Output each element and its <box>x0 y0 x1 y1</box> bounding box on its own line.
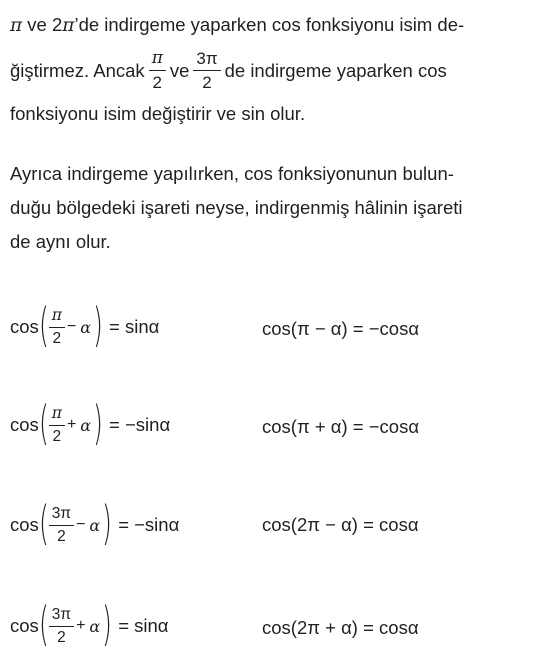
formula-right-4: cos(2π + α) = cosα <box>262 617 419 638</box>
fraction-3pi-over-2 <box>193 50 220 91</box>
text-fragment: ve <box>169 59 190 81</box>
paragraph1-line1 <box>10 14 464 36</box>
formula-left-3 <box>10 496 180 550</box>
paragraph2-line3: de aynı olur. <box>10 231 111 252</box>
alpha-symbol: α <box>80 317 92 337</box>
close-paren: ) <box>93 396 104 450</box>
result: = −sinα <box>118 514 180 535</box>
text-fragment: ğiştirmez. Ancak <box>10 59 145 81</box>
function-name: cos <box>10 414 39 435</box>
function-name: cos <box>10 514 39 535</box>
operator: + <box>66 416 77 433</box>
paragraph1-line2 <box>10 50 447 91</box>
fraction <box>49 506 74 544</box>
open-paren: ( <box>38 597 49 651</box>
paragraph2-line2: duğu bölgedeki işareti neyse, indirgenmiş hâlinin işareti <box>10 197 463 218</box>
fraction <box>49 607 74 645</box>
pi-symbol: π <box>62 15 75 36</box>
close-paren: ) <box>93 298 104 352</box>
formula-left-4 <box>10 597 169 651</box>
formula-left-1 <box>10 298 160 352</box>
paragraph2-line1: Ayrıca indirgeme yapılırken, cos fonksiyonunun bulun- <box>10 163 454 184</box>
formula-right-3: cos(2π − α) = cosα <box>262 514 419 535</box>
fraction-numerator: 3π <box>193 50 220 71</box>
fraction-numerator: π <box>49 308 65 328</box>
open-paren: ( <box>38 298 49 352</box>
text-fragment: de indirgeme yaparken cos <box>224 59 447 81</box>
alpha-symbol: α <box>89 515 101 535</box>
close-paren: ) <box>102 597 113 651</box>
fraction-numerator: π <box>49 406 65 426</box>
text-fragment: ’de indirgeme yaparken cos fonksiyonu isim de- <box>74 14 465 35</box>
operator: − <box>66 318 77 335</box>
paragraph1-line3: fonksiyonu isim değiştirir ve sin olur. <box>10 103 306 124</box>
formula-left-2 <box>10 396 171 450</box>
fraction <box>49 308 65 346</box>
function-name: cos <box>10 316 39 337</box>
result: = −sinα <box>109 414 171 435</box>
result: = sinα <box>109 316 160 337</box>
formula-right-2: cos(π + α) = −cosα <box>262 416 420 437</box>
operator: + <box>76 617 86 634</box>
alpha-symbol: α <box>89 616 101 636</box>
fraction-denominator: 2 <box>52 329 62 347</box>
open-paren: ( <box>38 396 49 450</box>
operator: − <box>76 516 86 533</box>
result: = sinα <box>118 615 169 636</box>
open-paren: ( <box>38 496 49 550</box>
pi-symbol: π <box>10 15 23 36</box>
alpha-symbol: α <box>80 415 92 435</box>
fraction-numerator: 3π <box>49 506 74 526</box>
close-paren: ) <box>102 496 113 550</box>
fraction-pi-over-2 <box>149 50 166 91</box>
fraction-denominator: 2 <box>57 628 66 646</box>
fraction-denominator: 2 <box>152 73 163 92</box>
fraction-numerator: 3π <box>49 607 74 627</box>
fraction-denominator: 2 <box>202 73 212 92</box>
fraction-denominator: 2 <box>52 427 62 445</box>
formula-right-1: cos(π − α) = −cosα <box>262 318 420 339</box>
text-fragment: ve 2 <box>22 14 63 35</box>
fraction <box>49 406 65 444</box>
fraction-denominator: 2 <box>57 527 66 545</box>
fraction-numerator: π <box>149 50 166 71</box>
function-name: cos <box>10 615 39 636</box>
